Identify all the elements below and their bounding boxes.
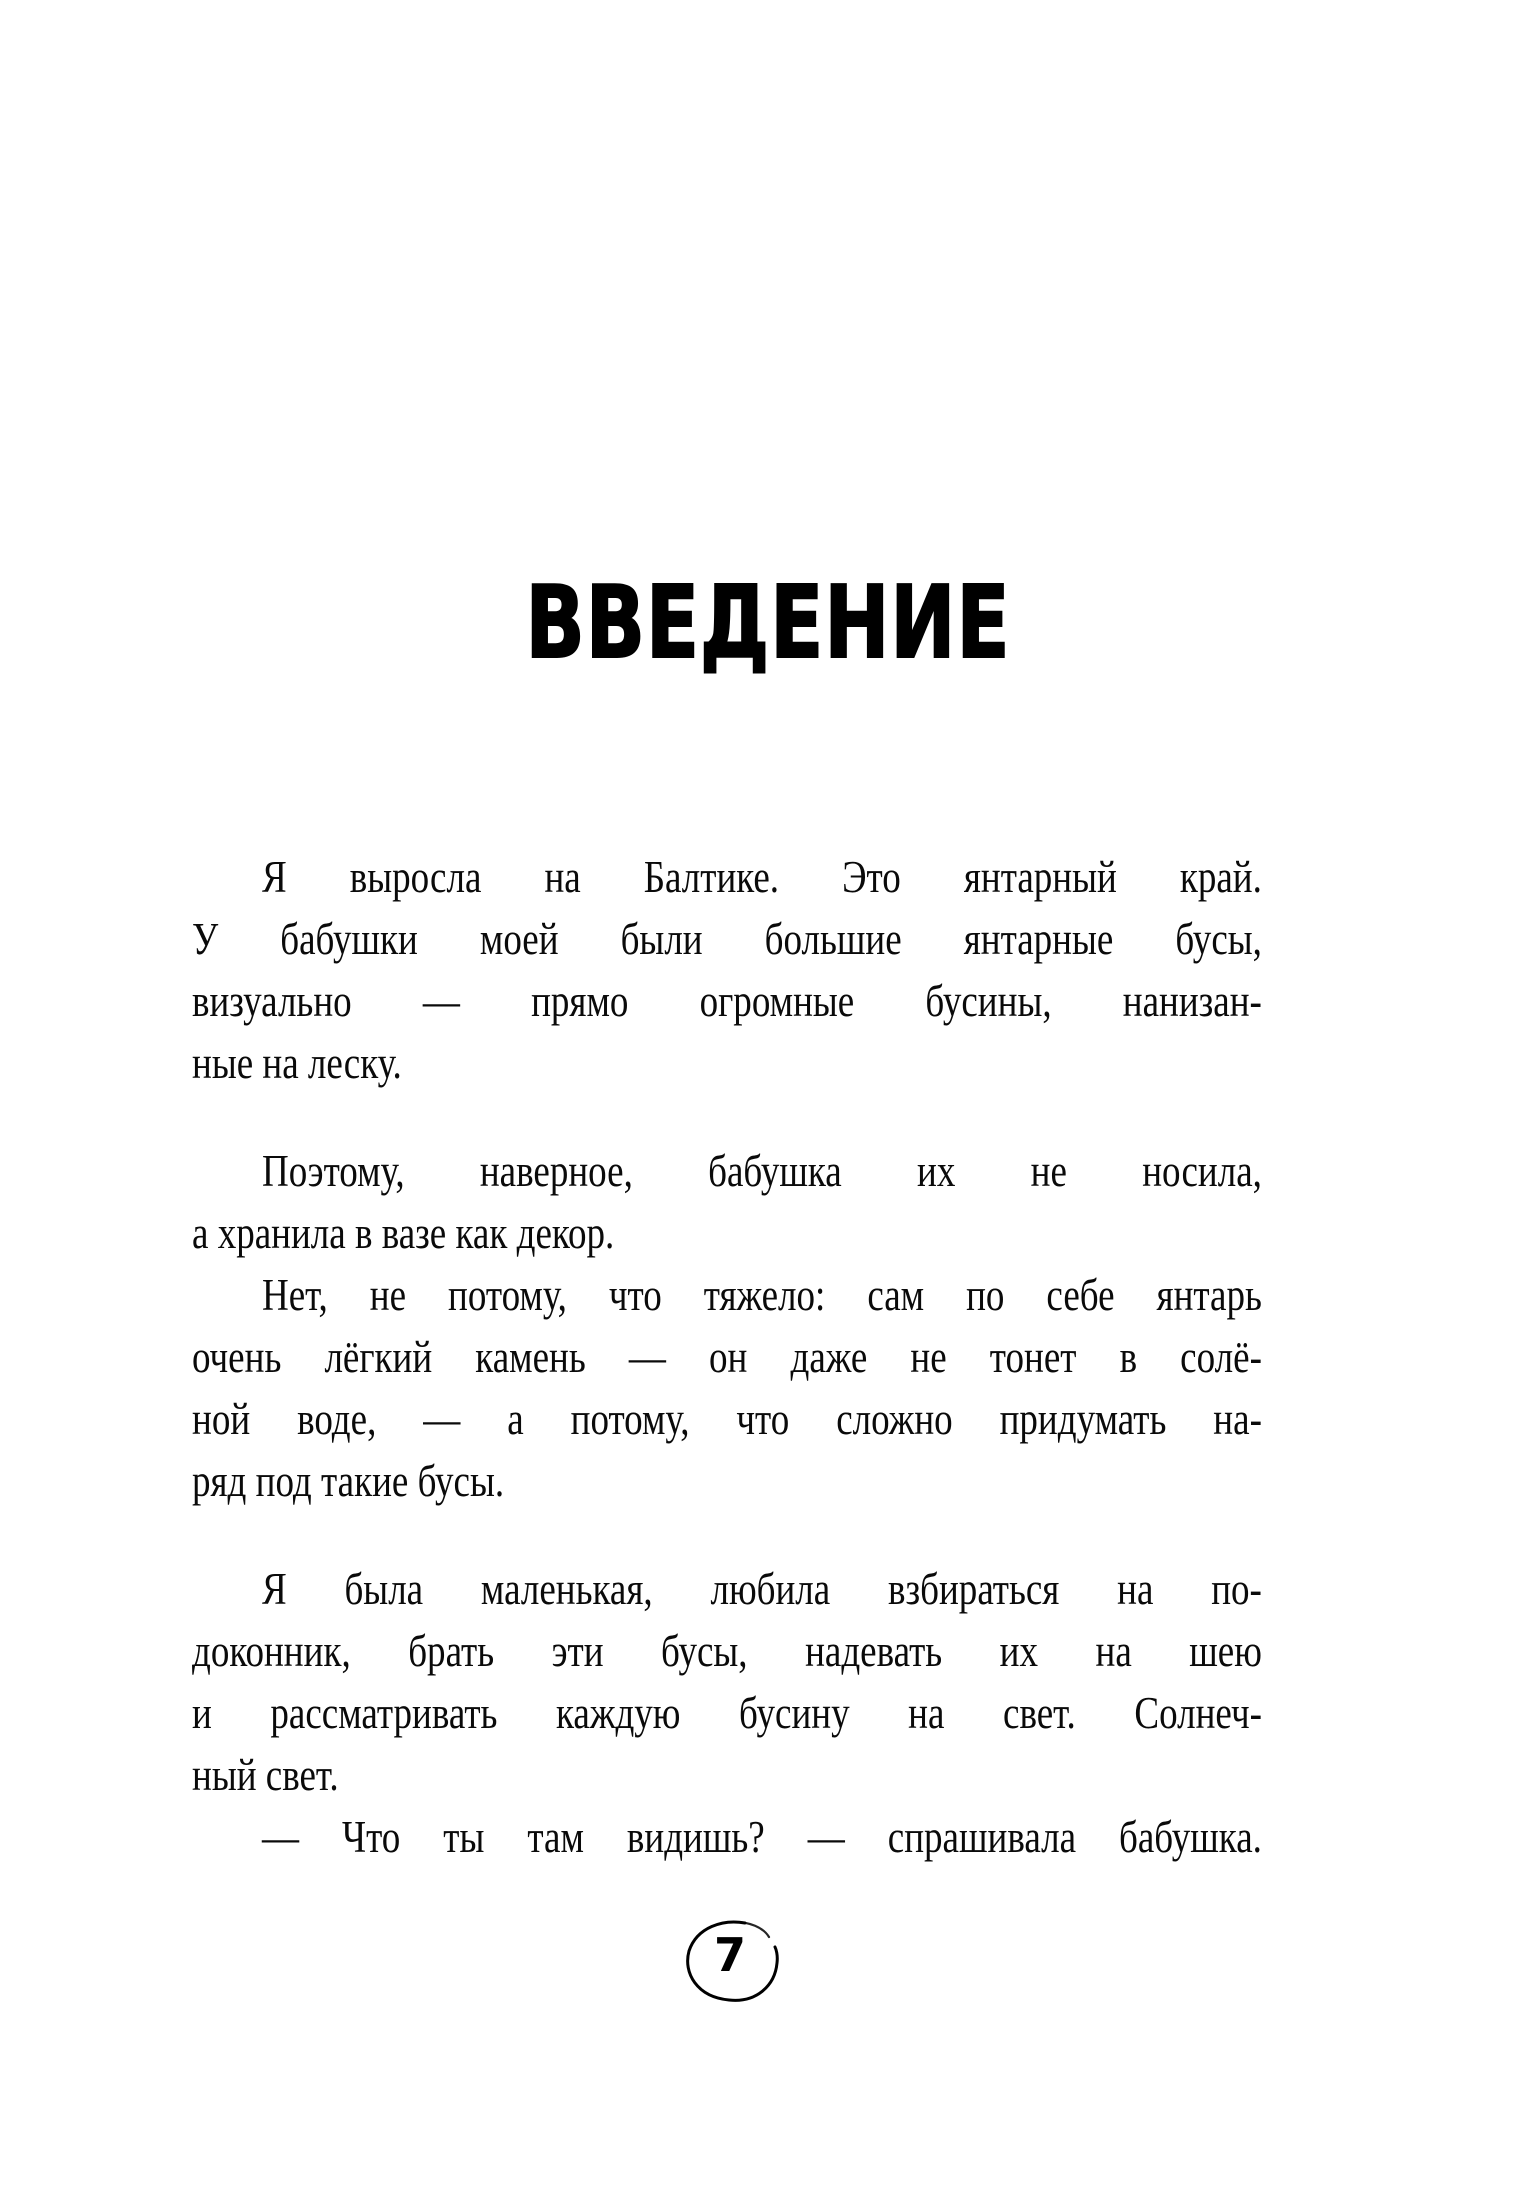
text-line: ряд под такие бусы. <box>192 1456 505 1506</box>
text-line: ной воде, — а потому, что сложно придумать на- <box>192 1394 1262 1444</box>
paragraph-5-dialogue <box>192 1806 1262 1868</box>
text-line: ный свет. <box>192 1750 339 1800</box>
text-line: доконник, брать эти бусы, надевать их на шею <box>192 1626 1262 1676</box>
text-line: а хранила в вазе как декор. <box>192 1208 615 1258</box>
chapter-title <box>0 564 1536 681</box>
text-line: Я выросла на Балтике. Это янтарный край. <box>261 852 1262 902</box>
text-line: У бабушки моей были большие янтарные бусы, <box>192 914 1262 964</box>
text-line: Нет, не потому, что тяжело: сам по себе янтарь <box>261 1270 1262 1320</box>
chapter-title-text: ВВЕДЕНИЕ <box>525 564 1011 681</box>
text-line: очень лёгкий камень — он даже не тонет в солё- <box>192 1332 1262 1382</box>
text-line: — Что ты там видишь? — спрашивала бабушка. <box>261 1812 1262 1862</box>
paragraph-4 <box>192 1558 1262 1806</box>
text-line: Я была маленькая, любила взбираться на по- <box>261 1564 1262 1614</box>
text-line: ные на леску. <box>192 1038 402 1088</box>
page-number-badge <box>683 1917 783 2005</box>
body-text <box>192 846 1262 1868</box>
page-number: 7 <box>713 1928 746 1982</box>
paragraph-1 <box>192 846 1262 1094</box>
text-line: визуально — прямо огромные бусины, нанизан- <box>192 976 1262 1026</box>
paragraph-2 <box>192 1140 1262 1264</box>
text-line: и рассматривать каждую бусину на свет. Солнеч- <box>192 1688 1262 1738</box>
paragraph-3 <box>192 1264 1262 1512</box>
text-line: Поэтому, наверное, бабушка их не носила, <box>261 1146 1262 1196</box>
